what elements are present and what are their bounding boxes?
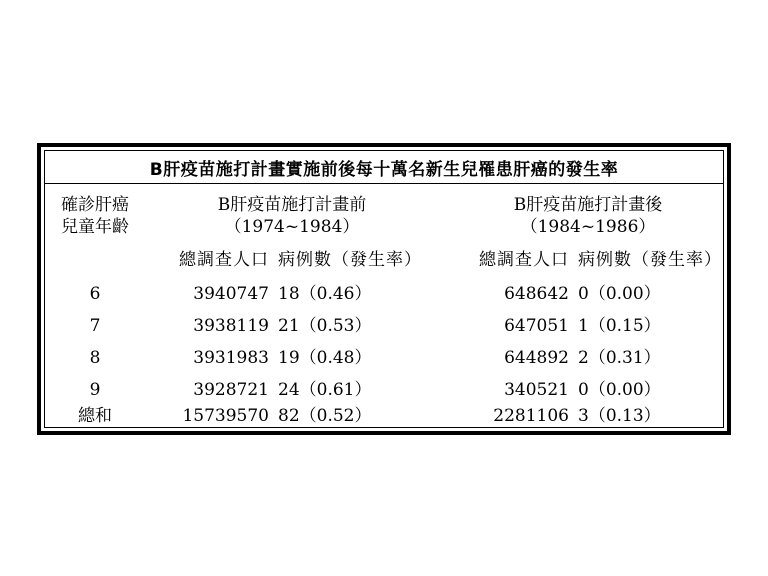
after-population-cell: 340521 [504,380,569,400]
after-population-cell: 648642 [504,284,569,304]
age-cell: 6 [89,284,101,304]
age-cell: 9 [89,380,101,400]
before-cases-cell: 24（0.61） [278,380,372,400]
before-population-cell: 3940747 [193,284,269,304]
after-cases-cell: 1（0.15） [578,316,661,336]
after-cases-cell: 2（0.31） [578,348,661,368]
row-header-line1: 確診肝癌 [61,195,129,215]
age-cell: 8 [89,348,101,368]
after-population-cell: 644892 [504,348,569,368]
before-population-total: 15739570 [182,406,269,426]
after-cases-header: 病例數（發生率） [578,250,722,270]
before-population-cell: 3938119 [193,316,269,336]
after-population-total: 2281106 [493,406,569,426]
after-population-cell: 647051 [504,316,569,336]
total-label-cell: 總和 [78,406,112,426]
before-population-cell: 3928721 [193,380,269,400]
before-header: B肝疫苗施打計畫前 [217,195,367,215]
table-frame [37,143,731,435]
after-cases-total: 3（0.13） [578,406,661,426]
before-cases-cell: 18（0.46） [278,284,372,304]
before-population-header: 總調查人口 [179,250,269,270]
after-header: B肝疫苗施打計畫後 [513,195,663,215]
after-cases-cell: 0（0.00） [578,380,661,400]
row-header-line2: 兒童年齡 [61,217,129,237]
after-period: （1984~1986） [520,217,656,237]
after-cases-cell: 0（0.00） [578,284,661,304]
before-period: （1974~1984） [224,217,360,237]
before-cases-total: 82（0.52） [278,406,372,426]
before-cases-cell: 21（0.53） [278,316,372,336]
before-cases-cell: 19（0.48） [278,348,372,368]
age-cell: 7 [89,316,101,336]
table-inner [44,150,724,428]
table-title: B肝疫苗施打計畫實施前後每十萬名新生兒罹患肝癌的發生率 [45,151,723,184]
before-population-cell: 3931983 [193,348,269,368]
after-population-header: 總調查人口 [479,250,569,270]
before-cases-header: 病例數（發生率） [278,250,422,270]
